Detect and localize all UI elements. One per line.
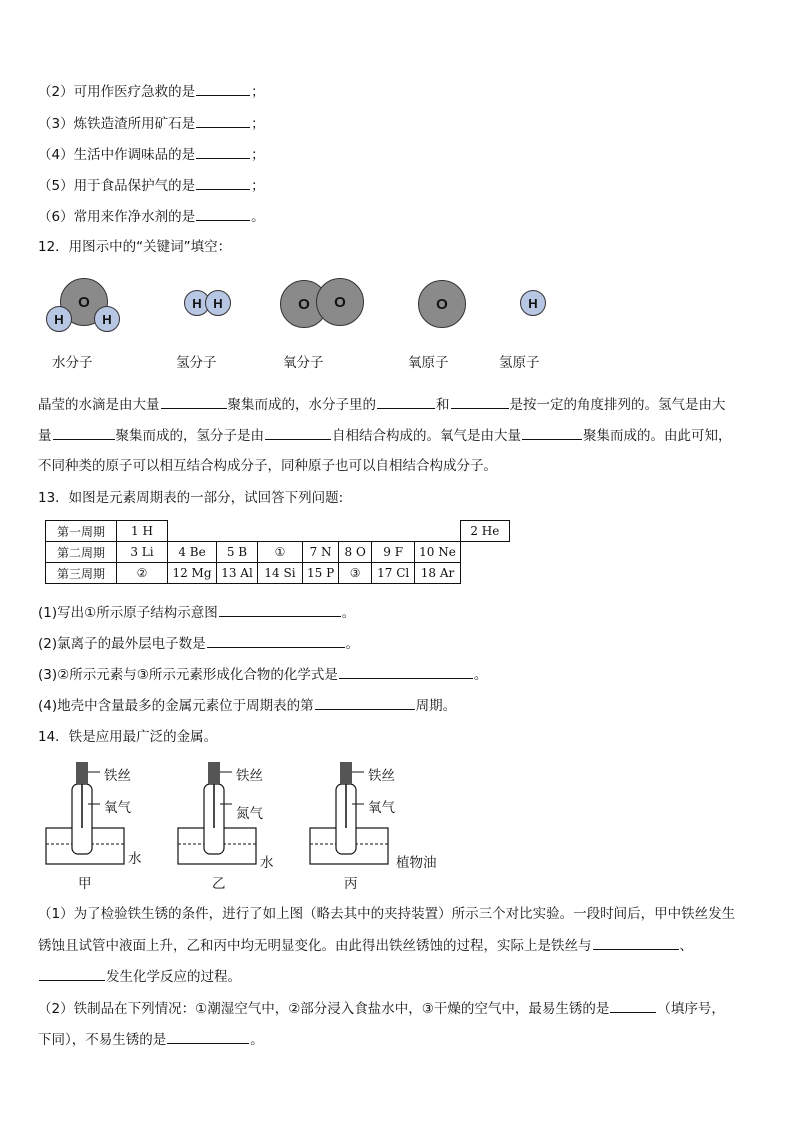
element-cell: 14 Si [258,563,303,584]
apparatus-name: 甲 [78,876,92,892]
q11-item-4 [38,145,265,164]
period-label: 第三周期 [46,563,117,584]
answer-blank[interactable] [196,145,250,159]
atom-symbol: H [102,311,112,327]
answer-blank[interactable] [196,82,250,96]
text: (4)地壳中含量最多的金属元素位于周期表的第 [38,698,314,714]
apparatus-name: 丙 [344,876,358,892]
hydrogen-atom-label: 氢原子 [499,355,540,371]
empty-cell [168,521,461,542]
answer-blank[interactable] [39,967,105,981]
text: 和 [436,397,450,413]
answer-blank[interactable] [610,999,656,1013]
punct: ； [251,147,265,163]
question-text: （4）生活中作调味品的是 [38,147,196,163]
text: 发生化学反应的过程。 [106,969,241,985]
answer-blank[interactable] [53,426,115,440]
table-row [46,521,510,542]
question-text: （2）可用作医疗急救的是 [38,84,196,100]
oxygen-atom [418,280,466,328]
q13-part-4 [38,696,456,715]
atom-symbol: H [54,311,64,327]
answer-blank[interactable] [451,395,509,409]
atom-symbol: H [213,295,223,311]
water-molecule-label: 水分子 [52,355,93,371]
hydrogen-molecule-label: 氢分子 [176,355,217,371]
text: 聚集而成的，氢分子是由 [115,428,264,444]
liquid-label: 植物油 [396,855,437,871]
text: 。 [473,667,488,683]
element-cell: 7 N [303,542,339,563]
period-label: 第一周期 [46,521,117,542]
text: 锈蚀且试管中液面上升，乙和丙中均无明显变化。由此得出铁丝锈蚀的过程，实际上是铁丝与 [38,938,592,954]
text: 自相结合构成的。氧气是由大量 [332,428,521,444]
table-row [46,542,510,563]
answer-blank[interactable] [196,207,250,221]
q14-title: 14．铁是应用最广泛的金属。 [38,729,218,745]
period-label: 第二周期 [46,542,117,563]
element-cell: 4 Be [168,542,217,563]
element-cell: 9 F [372,542,415,563]
oxygen-atom-label: 氧原子 [408,355,449,371]
element-cell: 12 Mg [168,563,217,584]
text: (3)②所示元素与③所示元素形成化合物的化学式是 [38,667,338,683]
wire-label: 铁丝 [368,768,395,784]
text: 周期。 [415,698,457,714]
text: (1)写出①所示原子结构示意图 [38,605,218,621]
q14-part-1-line-3 [38,967,241,986]
atom-symbol: H [528,295,538,311]
atom-symbol: O [78,293,90,311]
hydrogen-atom [520,290,546,316]
answer-blank[interactable] [377,395,435,409]
q12-paragraph-line-1 [38,395,726,414]
q14-part-1-line-2 [38,936,693,955]
text: 晶莹的水滴是由大量 [38,397,160,413]
question-text: （3）炼铁造渣所用矿石是 [38,116,196,132]
punct: ； [251,116,265,132]
element-cell: 3 Li [117,542,168,563]
atom-symbol: O [436,295,448,313]
answer-blank[interactable] [339,665,473,679]
element-cell: 18 Ar [415,563,461,584]
text: (2)氯离子的最外层电子数是 [38,636,206,652]
answer-blank[interactable] [593,936,679,950]
answer-blank[interactable] [196,114,250,128]
answer-blank[interactable] [167,1030,249,1044]
atom-symbol: O [298,295,310,313]
molecule-figure [0,270,600,350]
periodic-table [45,520,510,584]
q14-part-2-line-2 [38,1030,264,1049]
text: 。 [341,605,356,621]
answer-blank[interactable] [522,426,582,440]
element-cell: 8 O [339,542,372,563]
gas-label: 氧气 [368,800,395,816]
q13-part-3 [38,665,487,684]
wire-label: 铁丝 [236,768,263,784]
element-cell: ② [117,563,168,584]
text: （填序号， [657,1001,725,1017]
element-cell: 17 Cl [372,563,415,584]
q12-paragraph-line-3: 不同种类的原子可以相互结合构成分子，同种原子也可以自相结合构成分子。 [38,458,497,474]
element-cell: 5 B [217,542,258,563]
answer-blank[interactable] [315,696,415,710]
hydrogen-atom [46,306,72,332]
answer-blank[interactable] [161,395,227,409]
element-cell: ① [258,542,303,563]
gas-label: 氧气 [104,800,131,816]
text: （2）铁制品在下列情况：①潮湿空气中，②部分浸入食盐水中，③干燥的空气中，最易生锈的是 [38,1001,610,1017]
liquid-label: 水 [260,855,274,871]
q13-part-1 [38,603,355,622]
oxygen-molecule-label: 氧分子 [283,355,324,371]
element-cell: ③ [339,563,372,584]
question-text: （5）用于食品保护气的是 [38,178,196,194]
question-text: （6）常用来作净水剂的是 [38,209,196,225]
text: 下同），不易生锈的是 [38,1032,167,1048]
q11-item-5 [38,176,265,195]
text: 。 [250,1032,264,1048]
q13-part-2 [38,634,359,653]
answer-blank[interactable] [196,176,250,190]
table-row [46,563,510,584]
atom-symbol: O [334,293,346,311]
q13-title: 13．如图是元素周期表的一部分，试回答下列问题: [38,490,344,506]
text: 聚集而成的，水分子里的 [227,397,376,413]
q12-title: 12．用图示中的“关键词”填空： [38,239,232,255]
q11-item-6 [38,207,265,226]
element-cell: 15 P [303,563,339,584]
text: 量 [38,428,52,444]
q14-part-1-line-1: （1）为了检验铁生锈的条件，进行了如上图（略去其中的夹持装置）所示三个对比实验。一段时间后，甲中铁丝发生 [38,906,736,922]
element-cell: 2 He [460,521,509,542]
oxygen-atom [316,278,364,326]
text: 。 [345,636,360,652]
element-cell: 13 Al [217,563,258,584]
answer-blank[interactable] [265,426,331,440]
hydrogen-atom [205,290,231,316]
answer-blank[interactable] [207,634,345,648]
element-cell: 10 Ne [415,542,461,563]
liquid-label: 水 [128,851,142,867]
wire-label: 铁丝 [104,768,131,784]
text: 、 [679,938,693,954]
atom-symbol: H [192,295,202,311]
hydrogen-atom [94,306,120,332]
q11-item-3 [38,114,265,133]
text: 聚集而成的。由此可知， [583,428,732,444]
apparatus-name: 乙 [212,876,226,892]
q14-part-2-line-1 [38,999,725,1018]
gas-label: 氮气 [236,806,263,822]
element-cell: 1 H [117,521,168,542]
text: 是按一定的角度排列的。氢气是由大 [509,397,726,413]
punct: 。 [251,209,265,225]
punct: ； [251,178,265,194]
q12-paragraph-line-2 [38,426,732,445]
punct: ； [251,84,265,100]
q11-item-2 [38,82,265,101]
answer-blank[interactable] [219,603,341,617]
